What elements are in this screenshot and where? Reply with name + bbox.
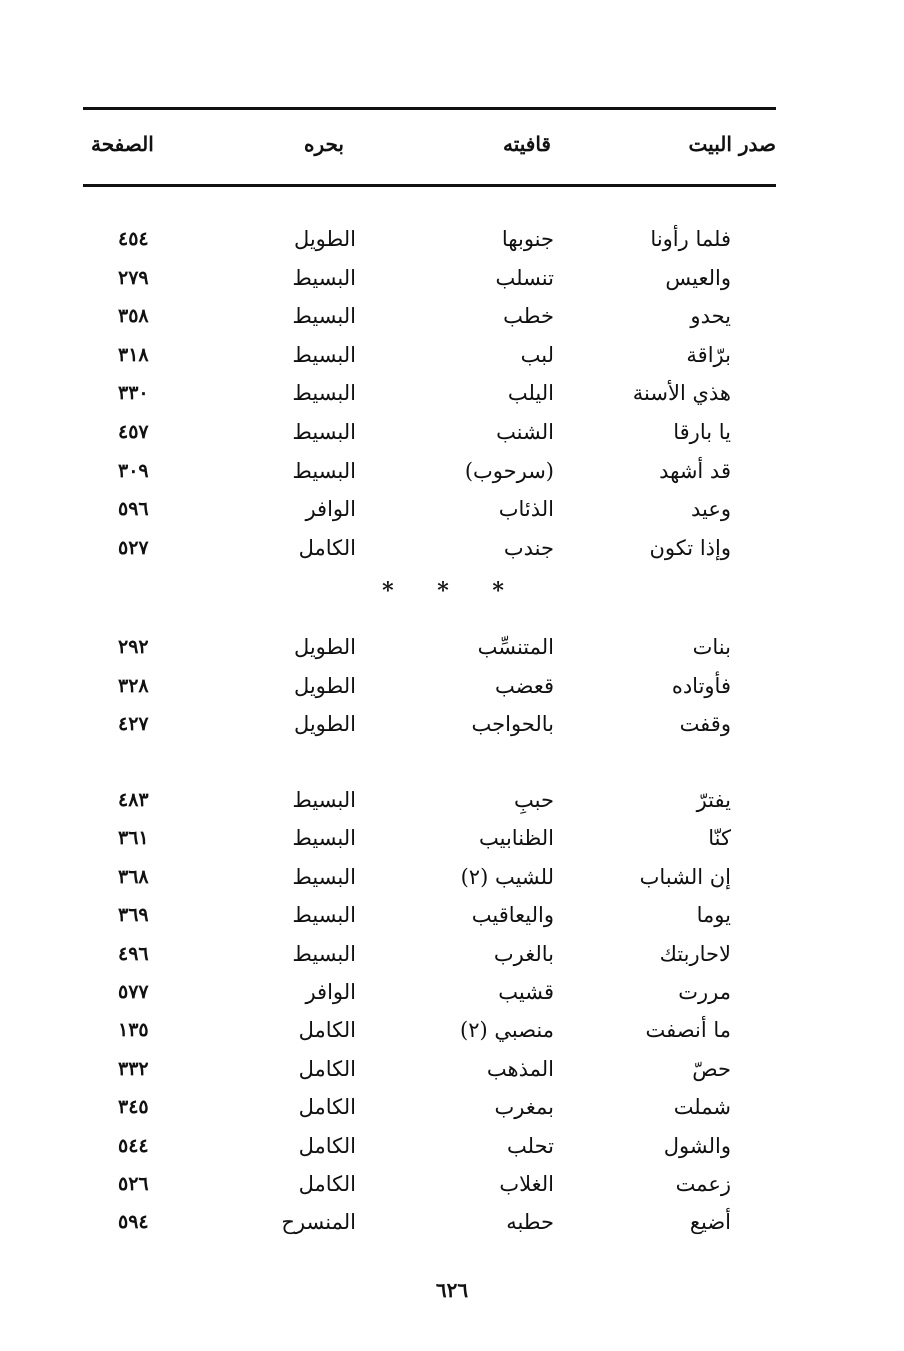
page-number-cell: ٣٣٢ bbox=[118, 1058, 149, 1080]
verse-start-cell: شملت bbox=[673, 1095, 731, 1119]
meter-cell: الطويل bbox=[293, 674, 356, 698]
table-row bbox=[83, 531, 776, 565]
verse-start-cell: وإذا تكون bbox=[649, 536, 731, 560]
header-rhyme: قافيته bbox=[502, 132, 551, 156]
rhyme-cell: الغلاب bbox=[499, 1172, 554, 1196]
verse-start-cell: حصّ bbox=[692, 1057, 731, 1081]
meter-cell: البسيط bbox=[292, 903, 356, 927]
page-number-cell: ٣١٨ bbox=[118, 344, 149, 366]
page-number-cell: ٣٥٨ bbox=[118, 305, 149, 327]
meter-cell: البسيط bbox=[292, 459, 356, 483]
meter-cell: الطويل bbox=[293, 635, 356, 659]
header-page: الصفحة bbox=[91, 132, 154, 156]
page-number-cell: ٣٠٩ bbox=[118, 460, 149, 482]
page-number-cell: ٣٣٠ bbox=[118, 382, 149, 404]
page-number-cell: ٣٦١ bbox=[118, 827, 149, 849]
rhyme-cell: لبب bbox=[520, 343, 554, 367]
rhyme-cell: تحلب bbox=[507, 1134, 554, 1158]
table-row bbox=[83, 338, 776, 372]
rhyme-cell: المتنسِّب bbox=[477, 635, 554, 659]
table-row bbox=[83, 707, 776, 741]
table-row bbox=[83, 898, 776, 932]
meter-cell: البسيط bbox=[292, 420, 356, 444]
table-row bbox=[83, 937, 776, 971]
meter-cell: البسيط bbox=[292, 788, 356, 812]
page-number-cell: ٥٩٦ bbox=[118, 498, 149, 520]
meter-cell: الكامل bbox=[298, 536, 356, 560]
table-row bbox=[83, 821, 776, 855]
page-number-cell: ٣٦٨ bbox=[118, 866, 149, 888]
verse-start-cell: بنات bbox=[692, 635, 731, 659]
meter-cell: البسيط bbox=[292, 865, 356, 889]
verse-start-cell: ما أنصفت bbox=[645, 1018, 731, 1042]
meter-cell: المنسرح bbox=[281, 1210, 356, 1234]
rhyme-cell: الذئاب bbox=[498, 497, 554, 521]
table-row bbox=[83, 1013, 776, 1047]
table-row bbox=[83, 299, 776, 333]
table-row bbox=[83, 1205, 776, 1239]
meter-cell: البسيط bbox=[292, 942, 356, 966]
rhyme-cell: تنسلب bbox=[495, 266, 554, 290]
verse-start-cell: مررت bbox=[678, 980, 731, 1004]
page-number-cell: ٤٩٦ bbox=[118, 943, 149, 965]
verse-start-cell: وعيد bbox=[690, 497, 731, 521]
rhyme-cell: الظنابيب bbox=[479, 826, 554, 850]
rhyme-cell: حطبه bbox=[506, 1210, 554, 1234]
table-row bbox=[83, 1129, 776, 1163]
table-row bbox=[83, 1090, 776, 1124]
meter-cell: البسيط bbox=[292, 381, 356, 405]
verse-start-cell: والشول bbox=[663, 1134, 731, 1158]
verse-start-cell: إن الشباب bbox=[639, 865, 731, 889]
page-number-cell: ٤٥٧ bbox=[118, 421, 149, 443]
page-number-cell: ٢٩٢ bbox=[118, 636, 149, 658]
verse-start-cell: يوما bbox=[696, 903, 731, 927]
verse-start-cell: قد أشهد bbox=[659, 459, 731, 483]
rhyme-cell: الشنب bbox=[496, 420, 554, 444]
verse-start-cell: وقفت bbox=[679, 712, 731, 736]
page-number-cell: ٥٢٦ bbox=[118, 1173, 149, 1195]
verse-start-cell: فلما رأونا bbox=[650, 227, 731, 251]
page-number-cell: ٤٢٧ bbox=[118, 713, 149, 735]
verse-start-cell: يا بارقا bbox=[673, 420, 731, 444]
page-number-cell: ٥٧٧ bbox=[118, 981, 149, 1003]
meter-cell: البسيط bbox=[292, 343, 356, 367]
verse-start-cell: كنّا bbox=[708, 826, 731, 850]
rhyme-cell: قعضب bbox=[494, 674, 554, 698]
meter-cell: الكامل bbox=[298, 1095, 356, 1119]
table-row bbox=[83, 1167, 776, 1201]
rhyme-cell: خطب bbox=[503, 304, 554, 328]
rhyme-cell: منصبي (٢) bbox=[460, 1018, 554, 1042]
rhyme-cell: واليعاقيب bbox=[471, 903, 554, 927]
table-row bbox=[83, 1052, 776, 1086]
header-meter: بحره bbox=[304, 132, 344, 156]
rhyme-cell: المذهب bbox=[486, 1057, 554, 1081]
page-number-cell: ٤٥٤ bbox=[118, 228, 149, 250]
table-row bbox=[83, 415, 776, 449]
page-number-cell: ٥٩٤ bbox=[118, 1211, 149, 1233]
verse-start-cell: أضيع bbox=[689, 1210, 731, 1234]
header-bottom-rule bbox=[83, 184, 776, 187]
table-row bbox=[83, 492, 776, 526]
page-number: ٦٢٦ bbox=[435, 1278, 469, 1302]
rhyme-cell: بالغرب bbox=[493, 942, 554, 966]
page-number-cell: ١٣٥ bbox=[118, 1019, 149, 1041]
table-row bbox=[83, 376, 776, 410]
table-row bbox=[83, 975, 776, 1009]
table-row bbox=[83, 860, 776, 894]
meter-cell: البسيط bbox=[292, 266, 356, 290]
table-row bbox=[83, 454, 776, 488]
page-number-cell: ٣٢٨ bbox=[118, 675, 149, 697]
verse-start-cell: يفترّ bbox=[696, 788, 731, 812]
top-rule bbox=[83, 107, 776, 110]
verse-start-cell: فأوتاده bbox=[671, 674, 731, 698]
page-number-cell: ٢٧٩ bbox=[118, 267, 149, 289]
rhyme-cell: للشيب (٢) bbox=[460, 865, 554, 889]
rhyme-cell: بالحواجب bbox=[471, 712, 554, 736]
rhyme-cell: جنوبها bbox=[501, 227, 554, 251]
verse-start-cell: يحدو bbox=[690, 304, 731, 328]
meter-cell: الوافر bbox=[305, 980, 356, 1004]
meter-cell: الوافر bbox=[305, 497, 356, 521]
table-row bbox=[83, 783, 776, 817]
page-number-cell: ٣٦٩ bbox=[118, 904, 149, 926]
page-number-cell: ٣٤٥ bbox=[118, 1096, 149, 1118]
rhyme-cell: حببِ bbox=[514, 788, 554, 812]
meter-cell: الطويل bbox=[293, 227, 356, 251]
header-verse-start: صدر البيت bbox=[688, 132, 776, 156]
section-separator: * * * bbox=[382, 578, 522, 604]
meter-cell: الكامل bbox=[298, 1172, 356, 1196]
table-row bbox=[83, 669, 776, 703]
table-row bbox=[83, 261, 776, 295]
meter-cell: البسيط bbox=[292, 826, 356, 850]
verse-start-cell: برّاقة bbox=[686, 343, 731, 367]
rhyme-cell: اليلب bbox=[507, 381, 554, 405]
meter-cell: الكامل bbox=[298, 1057, 356, 1081]
meter-cell: الطويل bbox=[293, 712, 356, 736]
meter-cell: الكامل bbox=[298, 1018, 356, 1042]
rhyme-cell: بمغرب bbox=[494, 1095, 554, 1119]
page-number-cell: ٥٤٤ bbox=[118, 1135, 149, 1157]
table-row bbox=[83, 630, 776, 664]
page-number-cell: ٥٢٧ bbox=[118, 537, 149, 559]
verse-start-cell: لاحاربتك bbox=[659, 942, 731, 966]
rhyme-cell: قشيب bbox=[498, 980, 554, 1004]
meter-cell: الكامل bbox=[298, 1134, 356, 1158]
rhyme-cell: (سرحوب) bbox=[464, 459, 554, 483]
table-row bbox=[83, 222, 776, 256]
meter-cell: البسيط bbox=[292, 304, 356, 328]
verse-start-cell: والعيس bbox=[665, 266, 731, 290]
table-header bbox=[83, 127, 776, 161]
rhyme-cell: جندب bbox=[503, 536, 554, 560]
page-number-cell: ٤٨٣ bbox=[118, 789, 149, 811]
verse-start-cell: هذي الأسنة bbox=[632, 381, 731, 405]
verse-start-cell: زعمت bbox=[675, 1172, 731, 1196]
